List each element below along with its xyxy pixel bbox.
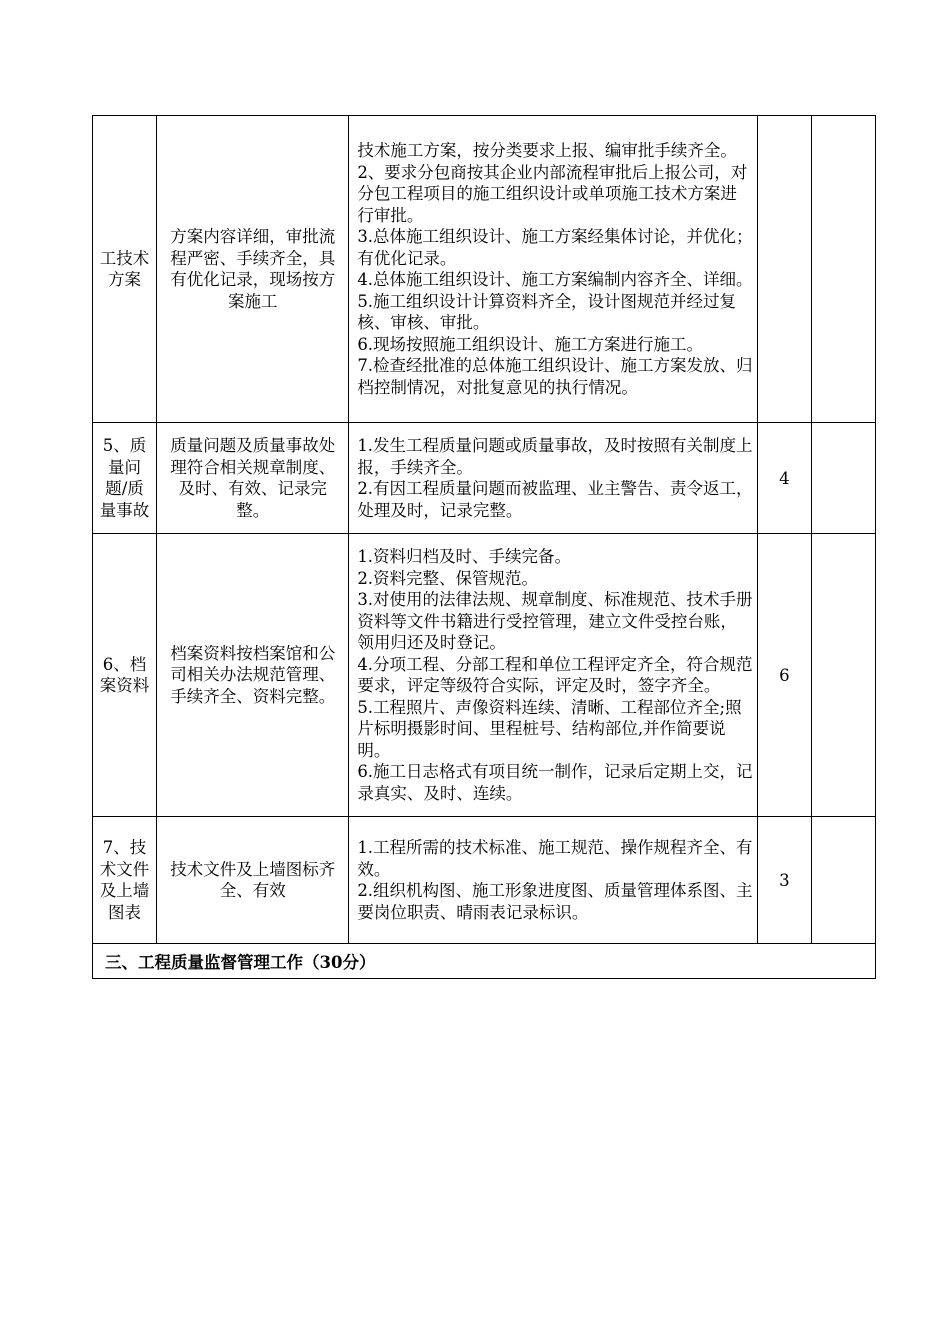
content-line: 3.对使用的法律法规、规章制度、标准规范、技术手册资料等文件书籍进行受控管理，建立文件受控台账，领用归还及时登记。 — [357, 590, 753, 652]
score-cell: 3 — [757, 817, 811, 944]
standard-cell: 技术文件及上墙图标齐全、有效 — [157, 817, 349, 944]
content-line: 1.发生工程质量问题或质量事故，及时按照有关制度上报，手续齐全。 — [357, 436, 753, 477]
score-cell: 4 — [757, 423, 811, 534]
score-cell: 6 — [757, 534, 811, 817]
content-cell — [349, 534, 758, 817]
table-row — [93, 534, 876, 817]
content-line: 3.总体施工组织设计、施工方案经集体讨论，并优化；有优化记录。 — [357, 227, 753, 268]
remark-cell — [811, 817, 875, 944]
remark-cell — [811, 116, 875, 423]
remark-cell — [811, 534, 875, 817]
content-cell — [349, 817, 758, 944]
section-heading-row — [93, 944, 876, 979]
table-row — [93, 423, 876, 534]
item-cell: 6、档案资料 — [93, 534, 157, 817]
content-line: 5.施工组织设计计算资料齐全，设计图规范并经过复核、审核、审批。 — [357, 291, 737, 332]
content-line: 2.有因工程质量问题而被监理、业主警告、责令返工，处理及时，记录完整。 — [357, 479, 753, 520]
content-line: 2.资料完整、保管规范。 — [357, 568, 539, 588]
standard-cell: 质量问题及质量事故处理符合相关规章制度、及时、有效、记录完整。 — [157, 423, 349, 534]
content-line: 7.检查经批准的总体施工组织设计、施工方案发放、归档控制情况，对批复意见的执行情况。 — [357, 356, 753, 397]
evaluation-table — [92, 115, 876, 979]
content-line: 2.组织机构图、施工形象进度图、质量管理体系图、主要岗位职责、晴雨表记录标识。 — [357, 881, 753, 922]
item-cell: 5、质量问题/质量事故 — [93, 423, 157, 534]
remark-cell — [811, 423, 875, 534]
content-cell — [349, 423, 758, 534]
content-line: 2、要求分包商按其企业内部流程审批后上报公司，对分包工程项目的施工组织设计或单项施工技术方案进行审批。 — [357, 162, 748, 225]
item-cell: 工技术方案 — [93, 116, 157, 423]
content-line: 4.分项工程、分部工程和单位工程评定齐全，符合规范要求，评定等级符合实际，评定及时，签字齐全。 — [357, 654, 753, 695]
standard-cell: 档案资料按档案馆和公司相关办法规范管理、手续齐全、资料完整。 — [157, 534, 349, 817]
content-line: 5.工程照片、声像资料连续、清晰、工程部位齐全;照片标明摄影时间、里程桩号、结构部位,并作简要说明。 — [357, 697, 742, 760]
table-row — [93, 817, 876, 944]
standard-cell: 方案内容详细，审批流程严密、手续齐全，具有优化记录，现场按方案施工 — [157, 116, 349, 423]
content-line: 1.资料归档及时、手续完备。 — [357, 547, 572, 566]
content-line: 技术施工方案，按分类要求上报、编审批手续齐全。 — [357, 141, 737, 160]
content-line: 4.总体施工组织设计、施工方案编制内容齐全、详细。 — [357, 270, 753, 289]
table-row — [93, 116, 876, 423]
section-heading: 三、工程质量监督管理工作（30分） — [93, 944, 876, 979]
content-line: 6.现场按照施工组织设计、施工方案进行施工。 — [357, 334, 704, 354]
content-cell — [349, 116, 758, 423]
content-line: 6.施工日志格式有项目统一制作，记录后定期上交，记录真实、及时、连续。 — [357, 762, 753, 803]
score-cell — [757, 116, 811, 423]
content-line: 1.工程所需的技术标准、施工规范、操作规程齐全、有效。 — [357, 838, 753, 879]
item-cell: 7、技术文件及上墙图表 — [93, 817, 157, 944]
